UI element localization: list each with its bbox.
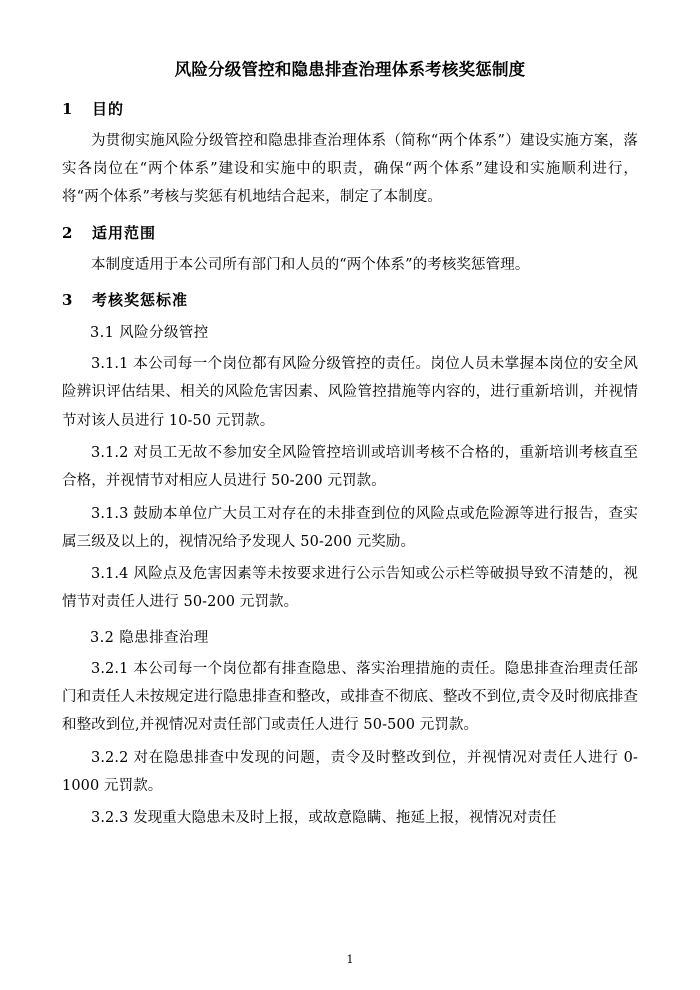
section-title-2: 适用范围 bbox=[92, 223, 157, 242]
paragraph-1-1: 为贯彻实施风险分级管控和隐患排查治理体系（简称“两个体系”）建设实施方案，落实各岗位在“两个体系”建设和实施中的职责，确保“两个体系”建设和实施顺利进行，将“两个体系”考核与奖惩有机地结合起来，制定了本制度。 bbox=[62, 132, 638, 206]
clause-3-2-1: 3.2.1 本公司每一个岗位都有排查隐患、落实治理措施的责任。隐患排查治理责任部门和责任人未按规定进行隐患排查和整改，或排查不彻底、整改不到位,责令及时彻底排查和整改到位,并视情况对责任部门或责任人进行 50-500 元罚款。 bbox=[62, 660, 638, 734]
page-title: 风险分级管控和隐患排查治理体系考核奖惩制度 bbox=[174, 60, 526, 79]
subsection-number-3-2: 3.2 bbox=[90, 629, 115, 646]
clause-3-1-2: 3.1.2 对员工无故不参加安全风险管控培训或培训考核不合格的，重新培训考核直至合格，并视情节对相应人员进行 50-200 元罚款。 bbox=[62, 444, 638, 490]
paragraph-2-1: 本制度适用于本公司所有部门和人员的“两个体系”的考核奖惩管理。 bbox=[91, 256, 530, 273]
section-number-2: 2 bbox=[62, 223, 73, 242]
section-heading-2 bbox=[62, 221, 638, 245]
subsection-title-3-2: 隐患排查治理 bbox=[119, 629, 209, 646]
subsection-heading-3-1 bbox=[62, 321, 638, 346]
clause-3-1-3: 3.1.3 鼓励本单位广大员工对存在的未排查到位的风险点或危险源等进行报告，查实属三级及以上的，视情况给予发现人 50-200 元奖励。 bbox=[62, 505, 638, 550]
section-heading-3 bbox=[62, 288, 638, 312]
clause-3-2-2: 3.2.2 对在隐患排查中发现的问题，责令及时整改到位，并视情况对责任人进行 0-1000 元罚款。 bbox=[62, 749, 638, 795]
clause-3-1-1: 3.1.1 本公司每一个岗位都有风险分级管控的责任。岗位人员未掌握本岗位的安全风险辨识评估结果、相关的风险危害因素、风险管控措施等内容的，进行重新培训，并视情节对该人员进行 10-50 元罚款。 bbox=[62, 356, 638, 429]
subsection-heading-3-2 bbox=[62, 626, 638, 651]
clause-3-1-4: 3.1.4 风险点及危害因素等未按要求进行公示告知或公示栏等破损导致不清楚的，视情节对责任人进行 50-200 元罚款。 bbox=[62, 566, 638, 611]
subsection-number-3-1: 3.1 bbox=[90, 324, 115, 341]
page-number: 1 bbox=[346, 953, 354, 966]
section-number-1: 1 bbox=[62, 99, 73, 118]
section-title-3: 考核奖惩标准 bbox=[92, 290, 189, 309]
clause-3-2-3: 3.2.3 发现重大隐患未及时上报，或故意隐瞒、拖延上报，视情况对责任 bbox=[91, 810, 557, 827]
subsection-title-3-1: 风险分级管控 bbox=[119, 324, 209, 341]
section-heading-1 bbox=[62, 97, 638, 121]
section-number-3: 3 bbox=[62, 290, 73, 309]
section-title-1: 目的 bbox=[92, 99, 125, 118]
